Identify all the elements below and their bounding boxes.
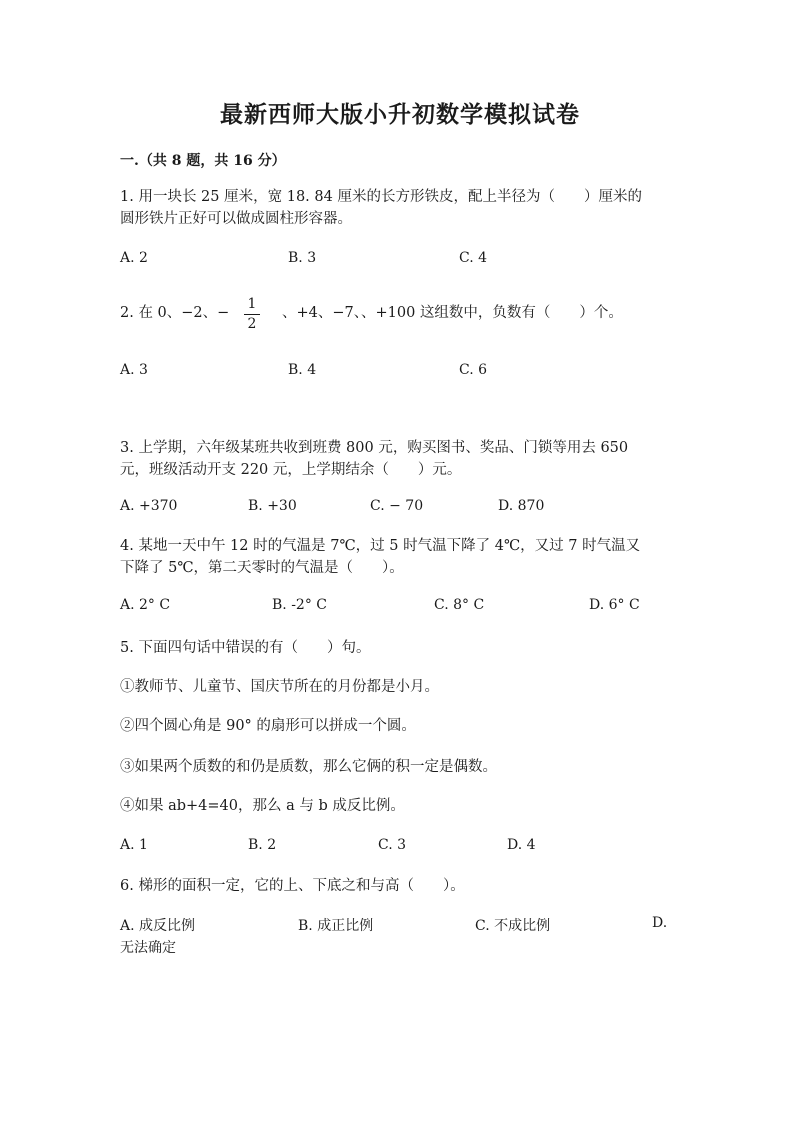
q3-option-d: D. 870 (498, 498, 545, 514)
q5-option-b: B. 2 (248, 837, 277, 853)
q1-option-b: B. 3 (288, 250, 317, 266)
statement-3: ③如果两个质数的和仍是质数，那么它俩的积一定是偶数。 (120, 759, 497, 775)
q4-option-d: D. 6° C (589, 597, 640, 613)
q2-option-c: C. 6 (459, 362, 488, 378)
q1-option-c: C. 4 (459, 250, 488, 266)
q1-option-a: A. 2 (120, 250, 148, 266)
q5-option-a: A. 1 (120, 837, 148, 853)
fraction-one-half (244, 296, 260, 333)
q2-option-a: A. 3 (120, 362, 148, 378)
q6-option-c: C. 不成比例 (475, 918, 551, 934)
question-2-prefix: 2. 在 0、−2、− (120, 305, 230, 321)
section-heading: 一.（共 8 题，共 16 分） (120, 153, 286, 169)
q4-option-c: C. 8° C (434, 597, 485, 613)
q4-option-a: A. 2° C (120, 597, 171, 613)
fraction-bar (244, 314, 260, 315)
q4-option-b: B. -2° C (272, 597, 327, 613)
q3-option-b: B. +30 (248, 498, 297, 514)
question-1-line-2: 圆形铁片正好可以做成圆柱形容器。 (120, 211, 352, 227)
q3-option-c: C. − 70 (370, 498, 424, 514)
question-5-line-1: 5. 下面四句话中错误的有（ ）句。 (120, 640, 371, 656)
q2-option-b: B. 4 (288, 362, 317, 378)
question-3-line-2: 元，班级活动开支 220 元，上学期结余（ ）元。 (120, 462, 462, 478)
statement-2: ②四个圆心角是 90° 的扇形可以拼成一个圆。 (120, 718, 416, 734)
fraction-denominator: 2 (247, 316, 257, 332)
fraction-numerator: 1 (247, 296, 257, 312)
q6-option-b: B. 成正比例 (298, 918, 374, 934)
statement-1: ①教师节、儿童节、国庆节所在的月份都是小月。 (120, 679, 439, 695)
question-1-line-1: 1. 用一块长 25 厘米，宽 18. 84 厘米的长方形铁皮，配上半径为（ ）厘米的 (120, 189, 642, 205)
question-3-line-1: 3. 上学期，六年级某班共收到班费 800 元，购买图书、奖品、门锁等用去 650 (120, 440, 629, 456)
q6-option-d-continued: 无法确定 (120, 940, 176, 956)
question-2-suffix: 、+4、−7、、+100 这组数中，负数有（ ）个。 (282, 305, 623, 321)
q5-option-c: C. 3 (378, 837, 407, 853)
q3-option-a: A. +370 (120, 498, 178, 514)
page-title: 最新西师大版小升初数学模拟试卷 (220, 101, 580, 128)
question-4-line-2: 下降了 5℃，第二天零时的气温是（ ）。 (120, 560, 404, 576)
question-6-line-1: 6. 梯形的面积一定，它的上、下底之和与高（ ）。 (120, 878, 465, 894)
q6-option-d: D. (652, 915, 668, 931)
question-4-line-1: 4. 某地一天中午 12 时的气温是 7℃，过 5 时气温下降了 4℃，又过 7 时气温又 (120, 538, 641, 554)
statement-4: ④如果 ab+4=40，那么 a 与 b 成反比例。 (120, 798, 405, 814)
q5-option-d: D. 4 (507, 837, 536, 853)
q6-option-a: A. 成反比例 (120, 918, 196, 934)
